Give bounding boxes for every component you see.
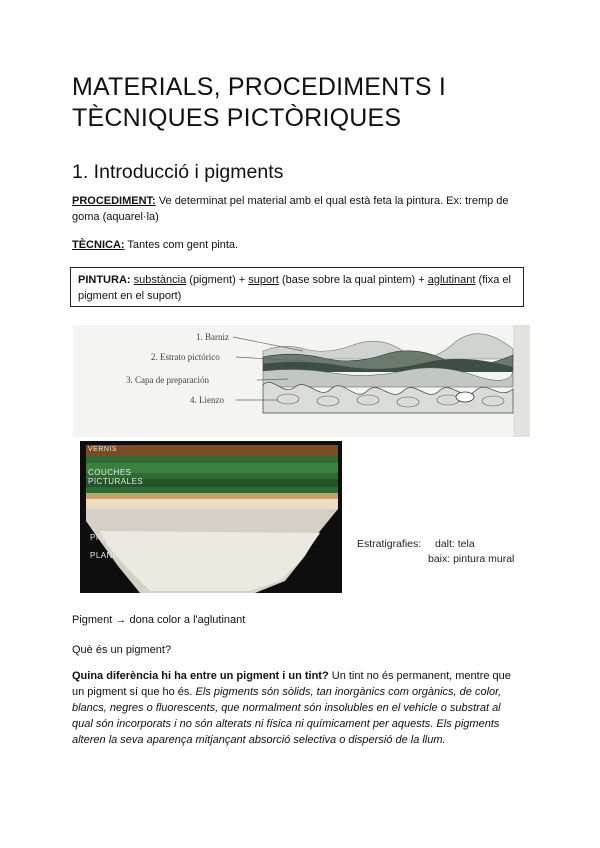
suport-term: suport bbox=[248, 274, 279, 286]
tecnica-paragraph bbox=[72, 237, 522, 253]
pigment-definition-line: Pigment → dona color a l'aglutinant bbox=[72, 614, 246, 626]
estratigrafies-dalt: dalt: tela bbox=[435, 538, 475, 550]
mural-stratigraphy-photo bbox=[80, 441, 342, 593]
lienzo-label: 4. Lienzo bbox=[190, 395, 224, 405]
stratigraphy-illustration bbox=[80, 441, 342, 593]
pigment-explanation: Els pigments són sòlids, tan inorgànics com orgànics, de color, blancs, negres o fluorescents, que normalment són insolubles en el vehicle o substrat al qual són incorporats i no són alterats ni física ni químicament per aquests. Els pigments alteren la seva aparença mitjançant absorció selectiva o dispersió de la llum. bbox=[72, 686, 502, 746]
pintura-text-1: (pigment) + bbox=[186, 274, 249, 286]
procediment-paragraph bbox=[72, 193, 522, 225]
difference-question: Quina diferència hi ha entre un pigment i un tint? bbox=[72, 670, 329, 682]
estrato-pictorico-label: 2. Estrato pictórico bbox=[151, 352, 220, 362]
pigment-vs-tint-paragraph bbox=[72, 668, 518, 748]
pintura-text-3: (fixa el pigment en el suport) bbox=[78, 274, 511, 302]
procediment-text: Ve determinat pel material amb el qual està feta la pintura. Ex: tremp de goma (aquarel·la) bbox=[72, 195, 509, 223]
planuur-label: PLANUUR bbox=[90, 551, 132, 560]
couches-picturales-label: COUCHES PICTURALES bbox=[88, 468, 144, 486]
pigment-question: Què és un pigment? bbox=[72, 644, 172, 656]
tecnica-text: Tantes com gent pinta. bbox=[124, 239, 239, 251]
document-title: MATERIALS, PROCEDIMENTS I TÈCNIQUES PICTÒRIQUES bbox=[72, 73, 447, 132]
barniz-label: 1. Barniz bbox=[196, 332, 229, 342]
estratigrafies-baix: baix: pintura mural bbox=[428, 553, 515, 565]
preparation-label: PREPARATION bbox=[90, 533, 152, 542]
vernis-label: VERNIS bbox=[88, 446, 118, 453]
capa-preparacion-label: 3. Capa de preparación bbox=[126, 375, 209, 385]
substancia-term: substància bbox=[133, 274, 187, 286]
aglutinant-term: aglutinant bbox=[427, 274, 476, 286]
estratigrafies-label: Estratigrafies: bbox=[357, 538, 422, 550]
canvas-cross-section-figure bbox=[73, 325, 530, 437]
pintura-text-2: (base sobre la qual pintem) + bbox=[278, 274, 428, 286]
pintura-term: PINTURA: bbox=[78, 274, 131, 286]
tecnica-term: TÈCNICA: bbox=[72, 239, 125, 251]
procediment-term: PROCEDIMENT: bbox=[72, 195, 156, 207]
difference-answer: Un tint no és permanent, mentre que un pigment sí que ho és. bbox=[72, 670, 511, 698]
section-heading: 1. Introducció i pigments bbox=[72, 161, 284, 183]
pintura-definition-box bbox=[70, 267, 524, 307]
